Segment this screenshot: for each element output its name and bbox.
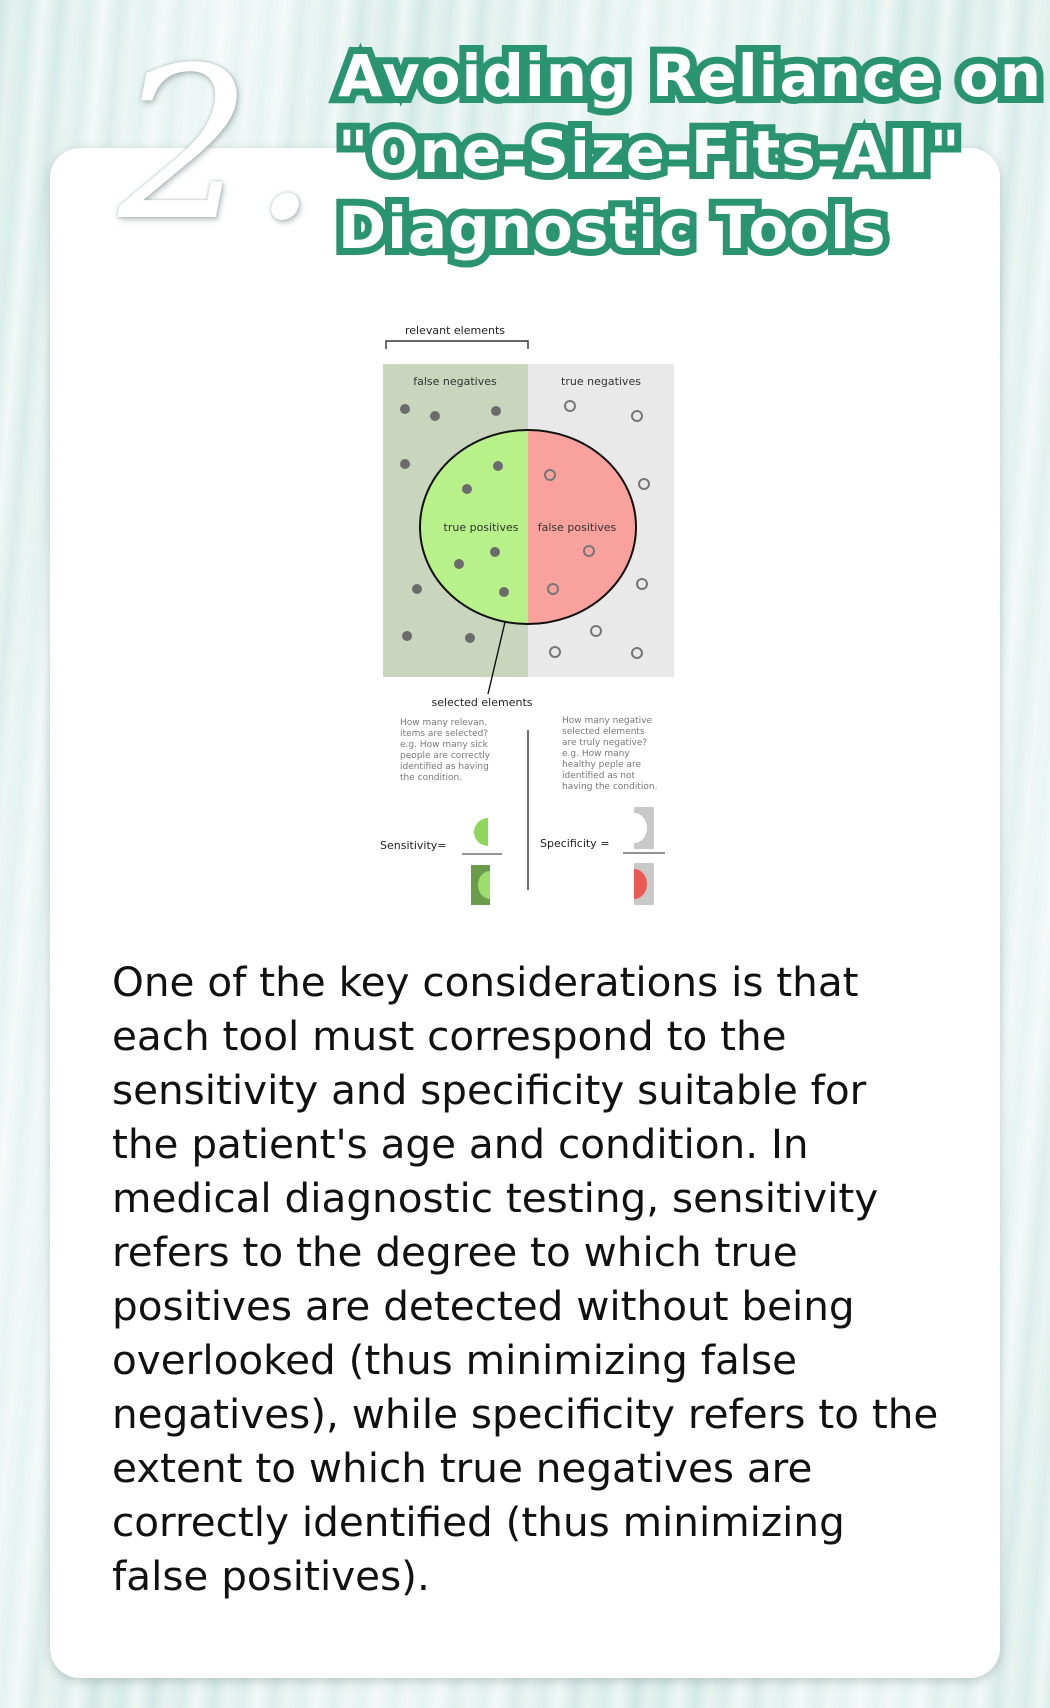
sensitivity-question-line: identified as having	[400, 762, 489, 772]
specificity-label: Specificity =	[540, 837, 610, 850]
dot	[454, 559, 464, 569]
false-positives-label: false positives	[537, 521, 617, 534]
sensitivity-question-line: people are correctly	[400, 751, 491, 761]
dot	[491, 406, 501, 416]
relevant-elements-label: relevant elements	[405, 324, 505, 337]
dot	[430, 411, 440, 421]
title-line-1: Avoiding Reliance on	[338, 42, 1042, 110]
false-negatives-label: false negatives	[413, 375, 497, 388]
dot	[490, 547, 500, 557]
sensitivity-question-line: the condition.	[400, 773, 463, 783]
specificity-question-line: selected elements	[562, 727, 645, 737]
dot	[465, 633, 475, 643]
specificity-question-line: having the condition.	[562, 782, 658, 792]
relevant-bracket	[386, 341, 528, 349]
sensitivity-question-line: items are selected?	[400, 729, 489, 739]
specificity-question-line: How many negative	[562, 716, 653, 726]
dot	[499, 587, 509, 597]
specificity-question-line: e.g. How many	[562, 749, 630, 759]
dot	[412, 584, 422, 594]
dot	[462, 484, 472, 494]
dot	[493, 461, 503, 471]
true-negatives-label: true negatives	[561, 375, 641, 388]
specificity-question-line: are truly negative?	[562, 738, 648, 748]
title-line-2: "One-Size-Fits-All"	[338, 118, 961, 186]
sensitivity-question-line: e.g. How many sick	[400, 740, 488, 750]
specificity-question-line: identified as not	[562, 771, 636, 781]
specificity-question-line: healthy peple are	[562, 760, 642, 770]
sensitivity-specificity-diagram	[370, 322, 690, 922]
sensitivity-label: Sensitivity=	[380, 839, 447, 852]
specificity-question	[562, 716, 657, 792]
body-paragraph: One of the key considerations is that each tool must correspond to the sensitivity and specificity suitable for the patient's age and condition. In medical diagnostic testing, sensitivity refers to the degree to which true positives are detected without being overlooked (thus minimizing false negatives), while specificity refers to the extent to which true negatives are correctly identified (thus minimizing false positives).	[112, 958, 939, 1600]
true-positives-label: true positives	[443, 521, 519, 534]
dot	[402, 631, 412, 641]
sensitivity-question-line: How many relevan.	[400, 718, 488, 728]
sensitivity-numerator-icon	[474, 818, 488, 846]
selected-elements-label: selected elements	[431, 696, 533, 709]
dot	[400, 459, 410, 469]
title-line-3: Diagnostic Tools	[338, 194, 887, 262]
section-number: 2.	[118, 22, 319, 267]
dot	[400, 404, 410, 414]
section-title	[338, 38, 1042, 266]
sensitivity-question	[400, 718, 491, 783]
